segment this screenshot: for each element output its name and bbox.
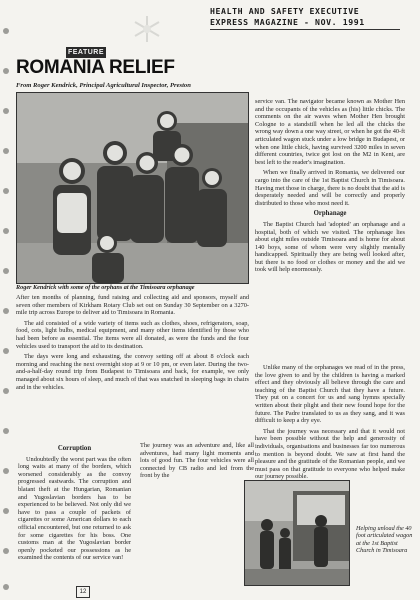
paragraph: service van. The navigator became known as Mother Hen and the occupants of the vehicles as (his) little chicks. The comments on the air waves when Mother Hen brought Cologne to a standstill when he led all the chicks the wrong way down a one way street, or when he got the 40-ft articulated wagon stuck under a low bridge in Budapest, or when one little chick, having survived 3200 miles in seven different countries, twice got lost on the M2 in Kent, are best left to the reader's imagination. [255,98,405,166]
subhead-orphanage: Orphanage [313,210,347,218]
paragraph: When we finally arrived in Romania, we delivered our cargo into the care of the 1st Baptist Church in Timisoara. Having met those in charge, there is no doubt that the aid is desperately needed and will be correctly and properly distributed to those who most need it. [255,169,405,207]
orphans-photo [16,92,249,284]
paragraph: That the journey was necessary and that it would not have been possible without the help and generosity of individuals, organisations and businesses far too numerous to mention is beyond doubt. We saw at first hand the pleasure and the gratitude of the Romanian people, and we must pass on that gratitude to everyone who helped make our journey possible. [255,427,405,481]
body-column-middle-lower [140,442,254,483]
paragraph: The Baptist Church had 'adopted' an orphanage and a hospital, both of which we visited. The orphanage lies about eight miles outside Timisoara and is home for about 140 boys, some of whom were very slightly mentally handicapped. Spiritually they are being well looked after, but there is no food or clothes or money and the aid we took will help enormously. [255,220,405,274]
annotation-line-1: HEALTH AND SAFETY EXECUTIVE [210,6,360,16]
body-column-left-lower [18,442,131,565]
handwritten-annotation [210,6,415,28]
page-number: 12 [76,586,90,598]
feature-tag: FEATURE [67,49,105,56]
article-headline: ROMANIA RELIEF [16,57,175,78]
paragraph: The days were long and exhausting, the convoy setting off at about 8 o'clock each morning and reaching the next overnight stop at 9 or 10 pm, or even later. During the two-and-a-half-day round trip from Budapest to Timisoara and back, for example, we only managed about six hours of sleep, and much of that was snatched in sleeping bags in chairs and in the vehicles. [16,353,249,391]
paragraph: Unlike many of the orphanages we read of in the press, the love given to and by the children is having a marked effect and they obviously all believe through the care and teaching of the Baptist Church that they have a future. They put on a concert for us and sang hymns specially written about their plight and their new found hope for the future. The Padre translated to us as they sang, and it was difficult to keep a dry eye. [255,364,405,425]
unloading-wagon-image [245,481,349,585]
paragraph: The journey was an adventure and, like all adventures, had many light moments and lots of good fun. The four vehicles were all connected by CB radio and led from the front by the [140,442,254,480]
body-column-right-lower [255,364,405,484]
orphans-photo-image [17,93,248,283]
paragraph: The aid consisted of a wide variety of items such as clothes, shoes, refrigerators, soap, food, cots, light bulbs, medical equipment, and many other items identified by those who had been before as essential. The items were all donated, as were the funds and the four vehicles used to transport the aid to its destination. [16,319,249,350]
body-column-left-upper [16,294,249,394]
subhead-corruption: Corruption [57,445,92,452]
article-byline: From Roger Kendrick, Principal Agricultural Inspector, Preston [16,82,191,89]
annotation-underline [210,29,400,30]
unloading-wagon-caption: Helping unload the 40 foot articulated wagon at the 1st Baptist Church in Timisoara [356,525,413,555]
binding-holes [3,28,11,588]
snowflake-star-icon [132,14,162,44]
unloading-wagon-photo [244,480,350,586]
paragraph: After ten months of planning, fund raising and collecting aid and sponsors, myself and seven other members of Kirkham Rotary Club set out on Sunday 30 September on a 3270-mile trip across Europe to deliver aid to Timisoara in Romania. [16,294,249,317]
orphans-photo-caption: Roger Kendrick with some of the orphans at the Timisoara orphanage [16,284,195,291]
paragraph: Undoubtedly the worst part was the often long waits at many of the borders, which worsened considerably as the convoy progressed eastwards. The corruption and blatant theft at the Hungarian, Romanian and Yugoslavian borders has to be experienced to be believed. Not only did we have to pass a couple of packets of cigarettes or some American dollars to each official encountered, but one returned to ask for some cigarettes for his boss. One customs man at the Yugoslavian border openly pocketed our possessions as he examined the contents of our service van! [18,455,131,562]
body-column-right-upper [255,98,405,277]
annotation-line-2: EXPRESS MAGAZINE - NOV. 1991 [210,17,365,27]
